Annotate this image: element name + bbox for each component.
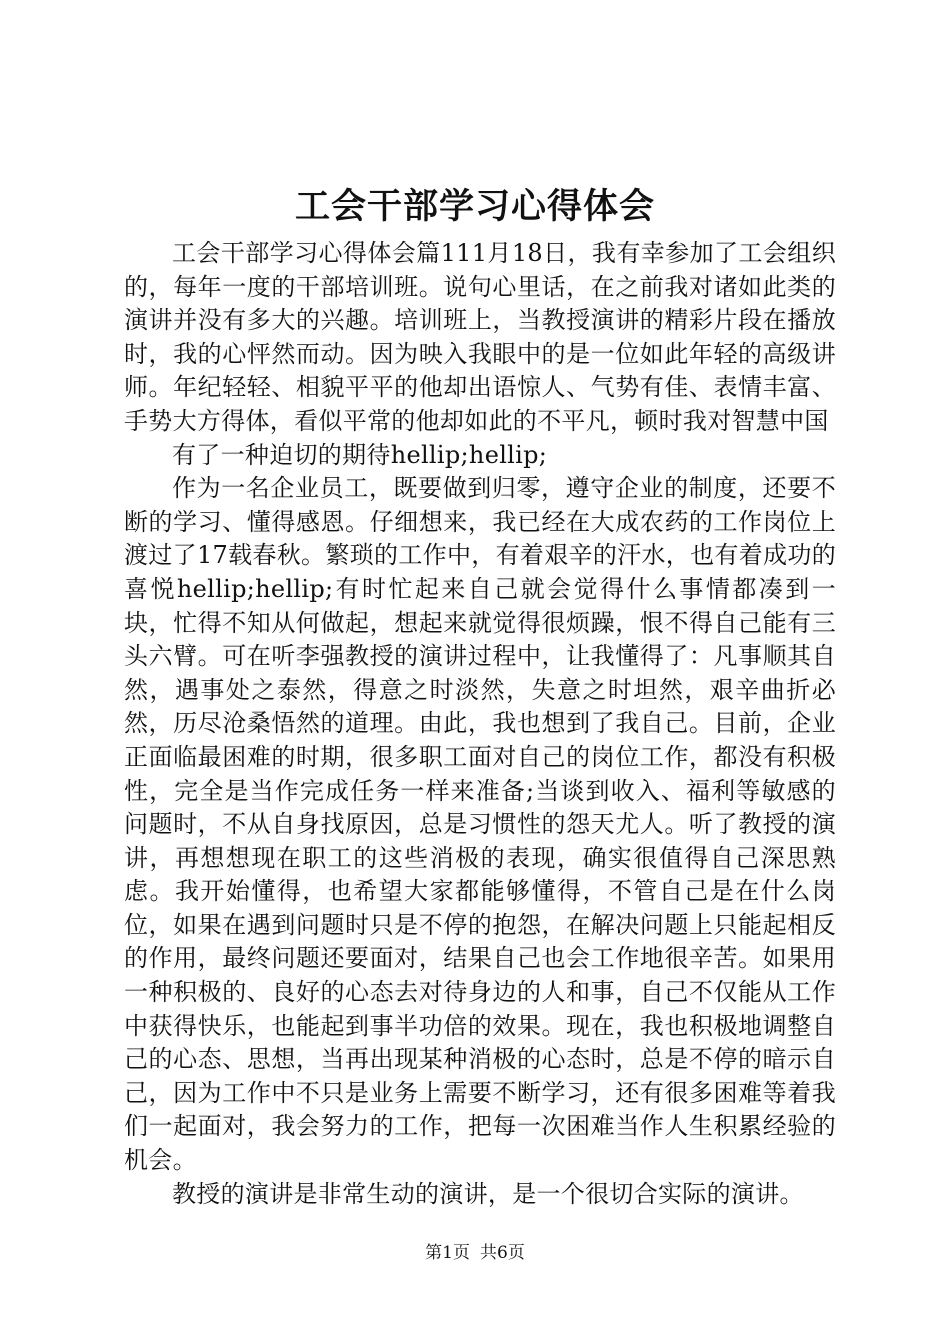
paragraph-1: 工会干部学习心得体会篇111月18日，我有幸参加了工会组织的，每年一度的干部培训班。说句心里话，在之前我对诸如此类的演讲并没有多大的兴趣。培训班上，当教授演讲的精彩片段在播放时，我的心怦然而动。因为映入我眼中的是一位如此年轻的高级讲师。年纪轻轻、相貌平平的他却出语惊人、气势有佳、表情丰富、手势大方得体，看似平常的他却如此的不平凡，顿时我对智慧中国	[124, 239, 836, 435]
paragraph-2: 有了一种迫切的期待hellip;hellip;	[172, 440, 548, 469]
document-body	[124, 237, 836, 1211]
document-title: 工会干部学习心得体会	[294, 186, 655, 227]
paragraph-3: 作为一名企业员工，既要做到归零，遵守企业的制度，还要不断的学习、懂得感恩。仔细想来，我已经在大成农药的工作岗位上渡过了17载春秋。繁琐的工作中，有着艰辛的汗水，也有着成功的喜悦hellip;hellip;有时忙起来自己就会觉得什么事情都凑到一块，忙得不知从何做起，想起来就觉得很烦躁，恨不得自己能有三头六臂。可在听李强教授的演讲过程中，让我懂得了：凡事顺其自然，遇事处之泰然，得意之时淡然，失意之时坦然，艰辛曲折必然，历尽沧桑悟然的道理。由此，我也想到了我自己。目前，企业正面临最困难的时期，很多职工面对自己的岗位工作，都没有积极性，完全是当作完成任务一样来准备;当谈到收入、福利等敏感的问题时，不从自身找原因，总是习惯性的怨天尤人。听了教授的演讲，再想想现在职工的这些消极的表现，确实很值得自己深思熟虑。我开始懂得，也希望大家都能够懂得，不管自己是在什么岗位，如果在遇到问题时只是不停的抱怨，在解决问题上只能起相反的作用，最终问题还要面对，结果自己也会工作地很辛苦。如果用一种积极的、良好的心态去对待身边的人和事，自己不仅能从工作中获得快乐，也能起到事半功倍的效果。现在，我也积极地调整自己的心态、思想，当再出现某种消极的心态时，总是不停的暗示自己，因为工作中不只是业务上需要不断学习，还有很多困难等着我们一起面对，我会努力的工作，把每一次困难当作人生积累经验的机会。	[124, 474, 836, 1175]
page-number: 第1页	[425, 1243, 470, 1263]
page-total: 共6页	[480, 1243, 525, 1263]
paragraph-4: 教授的演讲是非常生动的演讲，是一个很切合实际的演讲。	[172, 1179, 804, 1208]
page-footer	[0, 1241, 950, 1265]
